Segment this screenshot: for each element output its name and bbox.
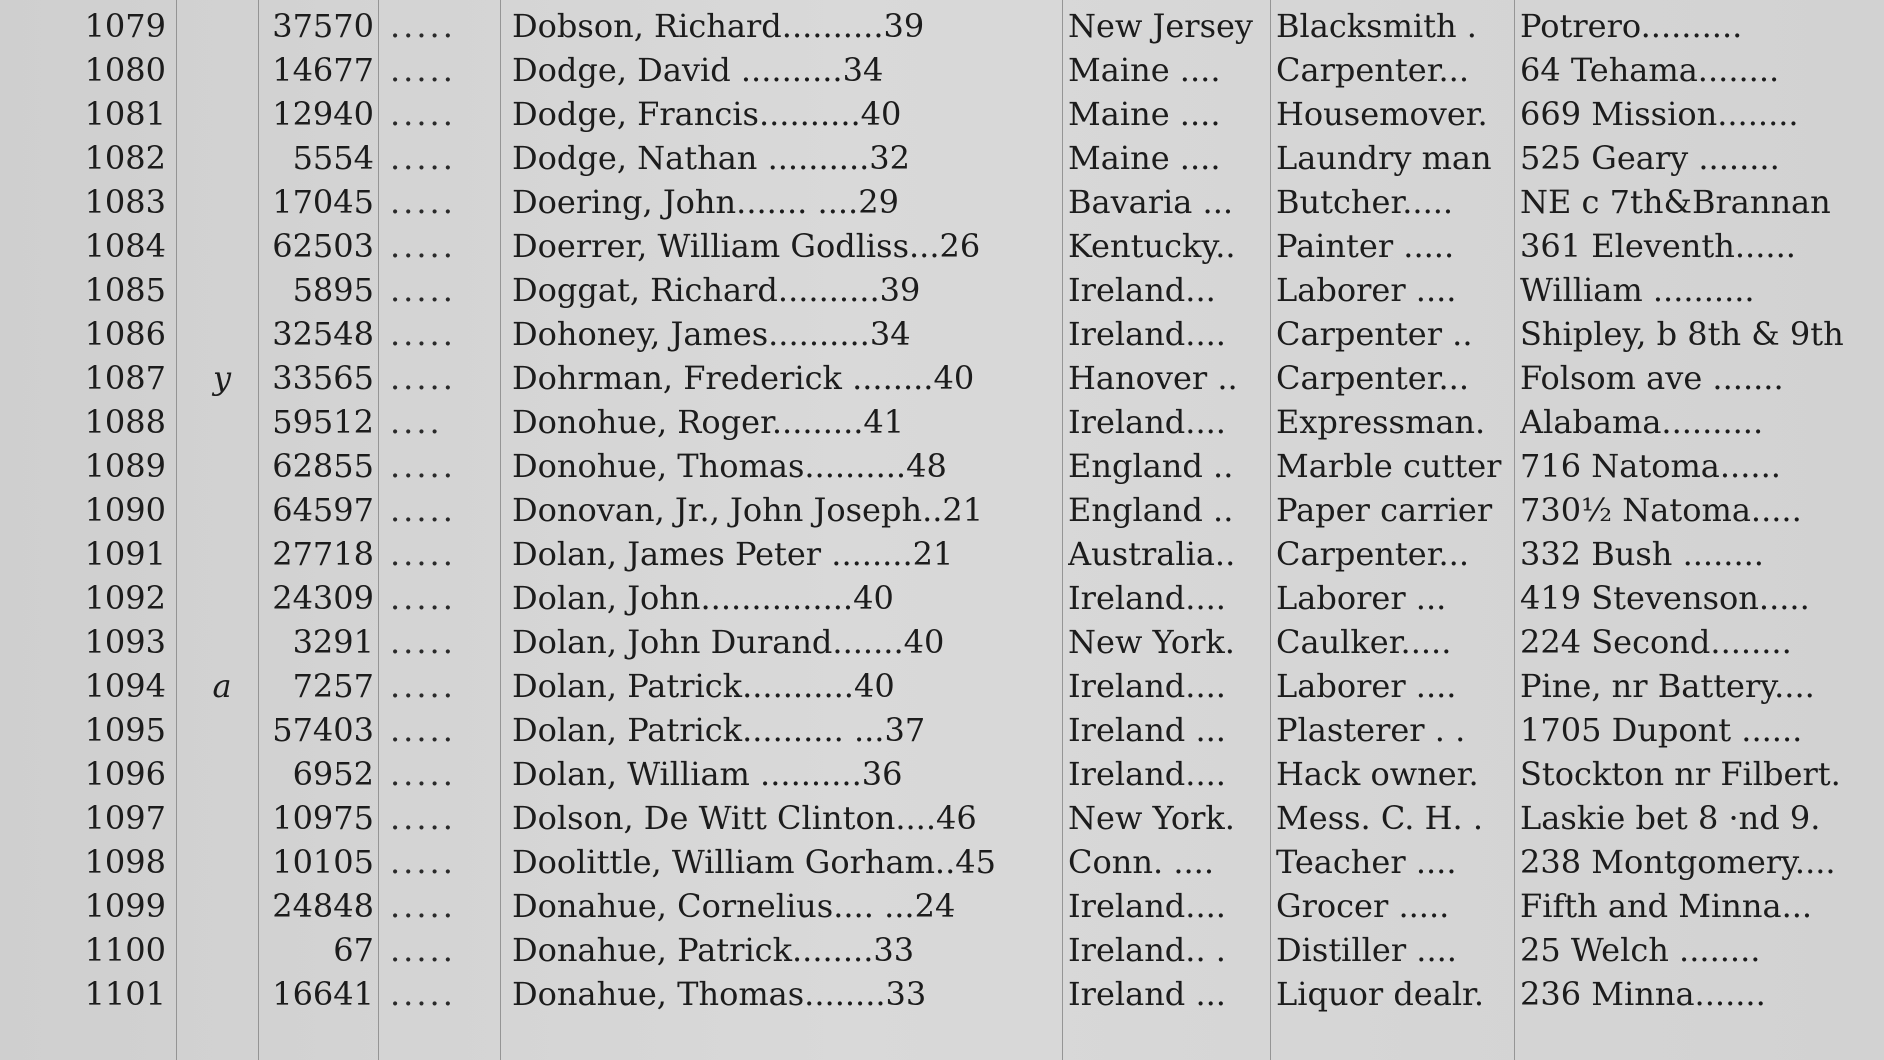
residence: Stockton nr Filbert. <box>1520 755 1841 793</box>
occupation: Grocer ..... <box>1276 887 1450 925</box>
residence: Fifth and Minna... <box>1520 887 1813 925</box>
occupation: Carpenter... <box>1276 359 1469 397</box>
register-number: 27718 <box>272 535 374 573</box>
occupation: Teacher .... <box>1276 843 1457 881</box>
leader-dots: ..... <box>390 535 456 573</box>
nativity: Ireland.. . <box>1068 931 1226 969</box>
register-number: 10975 <box>272 799 374 837</box>
voter-name-age: Dolan, Patrick...........40 <box>512 667 895 705</box>
residence: 525 Geary ........ <box>1520 139 1780 177</box>
leader-dots: ..... <box>390 623 456 661</box>
voter-name-age: Donahue, Thomas........33 <box>512 975 927 1013</box>
nativity: Kentucky.. <box>1068 227 1236 265</box>
nativity: Bavaria ... <box>1068 183 1234 221</box>
residence: William .......... <box>1520 271 1755 309</box>
nativity: Australia.. <box>1068 535 1236 573</box>
voter-name-age: Donovan, Jr., John Joseph..21 <box>512 491 984 529</box>
table-row <box>0 840 1884 884</box>
leader-dots: ..... <box>390 491 456 529</box>
leader-dots: ..... <box>390 843 456 881</box>
register-number: 3291 <box>292 623 374 661</box>
table-row <box>0 576 1884 620</box>
leader-dots: ..... <box>390 975 456 1013</box>
residence: Laskie bet 8 ·nd 9. <box>1520 799 1821 837</box>
entry-number: 1093 <box>84 623 166 661</box>
leader-dots: ..... <box>390 447 456 485</box>
entry-number: 1080 <box>84 51 166 89</box>
entry-number: 1087 <box>84 359 166 397</box>
nativity: England .. <box>1068 447 1234 485</box>
voter-name-age: Donahue, Patrick........33 <box>512 931 915 969</box>
table-row <box>0 664 1884 708</box>
leader-dots: ..... <box>390 315 456 353</box>
entry-number: 1094 <box>84 667 166 705</box>
voter-name-age: Dolan, Patrick.......... ...37 <box>512 711 926 749</box>
occupation: Painter ..... <box>1276 227 1455 265</box>
table-row <box>0 532 1884 576</box>
leader-dots: ..... <box>390 7 456 45</box>
entry-number: 1092 <box>84 579 166 617</box>
residence: Pine, nr Battery.... <box>1520 667 1815 705</box>
nativity: Conn. .... <box>1068 843 1214 881</box>
register-number: 7257 <box>292 667 374 705</box>
nativity: Ireland.... <box>1068 579 1226 617</box>
table-row <box>0 356 1884 400</box>
occupation: Paper carrier <box>1276 491 1493 529</box>
nativity: Ireland.... <box>1068 315 1226 353</box>
occupation: Carpenter .. <box>1276 315 1473 353</box>
table-row <box>0 796 1884 840</box>
register-number: 32548 <box>272 315 374 353</box>
entry-number: 1099 <box>84 887 166 925</box>
voter-name-age: Donohue, Roger.........41 <box>512 403 905 441</box>
occupation: Laborer .... <box>1276 667 1457 705</box>
residence: 236 Minna....... <box>1520 975 1766 1013</box>
nativity: Ireland.... <box>1068 755 1226 793</box>
register-number: 24848 <box>272 887 374 925</box>
leader-dots: ..... <box>390 139 456 177</box>
residence: Potrero.......... <box>1520 7 1743 45</box>
table-row <box>0 972 1884 1016</box>
occupation: Hack owner. <box>1276 755 1479 793</box>
leader-dots: ..... <box>390 227 456 265</box>
voter-name-age: Doolittle, William Gorham..45 <box>512 843 996 881</box>
occupation: Marble cutter <box>1276 447 1502 485</box>
occupation: Housemover. <box>1276 95 1488 133</box>
nativity: New York. <box>1068 799 1235 837</box>
register-number: 59512 <box>272 403 374 441</box>
voter-name-age: Dodge, Francis..........40 <box>512 95 902 133</box>
leader-dots: ..... <box>390 183 456 221</box>
nativity: Ireland ... <box>1068 975 1226 1013</box>
register-number: 16641 <box>272 975 374 1013</box>
entry-number: 1096 <box>84 755 166 793</box>
nativity: Maine .... <box>1068 51 1221 89</box>
voter-name-age: Dolan, James Peter ........21 <box>512 535 954 573</box>
voter-name-age: Donahue, Cornelius.... ...24 <box>512 887 956 925</box>
table-row <box>0 488 1884 532</box>
register-number: 5895 <box>292 271 374 309</box>
residence: NE c 7th&Brannan <box>1520 183 1831 221</box>
nativity: Ireland.... <box>1068 667 1226 705</box>
register-number: 37570 <box>272 7 374 45</box>
entry-number: 1088 <box>84 403 166 441</box>
residence: Shipley, b 8th & 9th <box>1520 315 1844 353</box>
occupation: Laundry man <box>1276 139 1492 177</box>
nativity: New York. <box>1068 623 1235 661</box>
register-number: 14677 <box>272 51 374 89</box>
voter-name-age: Dobson, Richard..........39 <box>512 7 925 45</box>
leader-dots: ..... <box>390 931 456 969</box>
leader-dots: ..... <box>390 887 456 925</box>
leader-dots: .... <box>390 403 443 441</box>
nativity: Hanover .. <box>1068 359 1238 397</box>
table-row <box>0 752 1884 796</box>
entry-number: 1081 <box>84 95 166 133</box>
residence: 1705 Dupont ...... <box>1520 711 1803 749</box>
voter-name-age: Dohoney, James..........34 <box>512 315 911 353</box>
table-row <box>0 312 1884 356</box>
voter-name-age: Donohue, Thomas..........48 <box>512 447 947 485</box>
entry-number: 1095 <box>84 711 166 749</box>
nativity: Ireland.... <box>1068 403 1226 441</box>
entry-number: 1084 <box>84 227 166 265</box>
entry-number: 1090 <box>84 491 166 529</box>
occupation: Carpenter... <box>1276 535 1469 573</box>
nativity: Ireland.... <box>1068 887 1226 925</box>
leader-dots: ..... <box>390 755 456 793</box>
entry-number: 1100 <box>84 931 166 969</box>
voter-name-age: Doerrer, William Godliss...26 <box>512 227 981 265</box>
entry-number: 1098 <box>84 843 166 881</box>
residence: 361 Eleventh...... <box>1520 227 1796 265</box>
register-number: 10105 <box>272 843 374 881</box>
entry-mark: a <box>212 667 232 705</box>
leader-dots: ..... <box>390 95 456 133</box>
table-row <box>0 620 1884 664</box>
leader-dots: ..... <box>390 579 456 617</box>
occupation: Mess. C. H. . <box>1276 799 1483 837</box>
residence: 419 Stevenson..... <box>1520 579 1810 617</box>
register-number: 6952 <box>292 755 374 793</box>
residence: 730½ Natoma..... <box>1520 491 1802 529</box>
entry-mark: y <box>212 359 232 397</box>
entry-number: 1101 <box>84 975 166 1013</box>
table-row <box>0 136 1884 180</box>
entry-number: 1097 <box>84 799 166 837</box>
residence: 716 Natoma...... <box>1520 447 1781 485</box>
leader-dots: ..... <box>390 799 456 837</box>
occupation: Plasterer . . <box>1276 711 1466 749</box>
voter-name-age: Doering, John....... ....29 <box>512 183 899 221</box>
residence: 332 Bush ........ <box>1520 535 1764 573</box>
leader-dots: ..... <box>390 359 456 397</box>
entry-number: 1083 <box>84 183 166 221</box>
voter-name-age: Doggat, Richard..........39 <box>512 271 921 309</box>
table-row <box>0 444 1884 488</box>
entry-number: 1091 <box>84 535 166 573</box>
voter-name-age: Dolson, De Witt Clinton....46 <box>512 799 977 837</box>
residence: Alabama.......... <box>1520 403 1764 441</box>
occupation: Butcher..... <box>1276 183 1454 221</box>
entry-number: 1086 <box>84 315 166 353</box>
occupation: Distiller .... <box>1276 931 1457 969</box>
residence: 238 Montgomery.... <box>1520 843 1836 881</box>
register-number: 33565 <box>272 359 374 397</box>
leader-dots: ..... <box>390 667 456 705</box>
residence: Folsom ave ....... <box>1520 359 1784 397</box>
register-number: 12940 <box>272 95 374 133</box>
table-row <box>0 4 1884 48</box>
nativity: Ireland... <box>1068 271 1216 309</box>
table-row <box>0 180 1884 224</box>
voter-name-age: Dohrman, Frederick ........40 <box>512 359 975 397</box>
nativity: New Jersey <box>1068 7 1253 45</box>
table-row <box>0 884 1884 928</box>
residence: 64 Tehama........ <box>1520 51 1780 89</box>
voter-name-age: Dolan, William ..........36 <box>512 755 903 793</box>
entry-number: 1079 <box>84 7 166 45</box>
nativity: England .. <box>1068 491 1234 529</box>
table-row <box>0 92 1884 136</box>
leader-dots: ..... <box>390 51 456 89</box>
register-number: 62855 <box>272 447 374 485</box>
entry-number: 1085 <box>84 271 166 309</box>
register-number: 24309 <box>272 579 374 617</box>
entry-number: 1089 <box>84 447 166 485</box>
nativity: Ireland ... <box>1068 711 1226 749</box>
table-row <box>0 48 1884 92</box>
register-number: 57403 <box>272 711 374 749</box>
occupation: Caulker..... <box>1276 623 1452 661</box>
occupation: Blacksmith . <box>1276 7 1477 45</box>
table-row <box>0 224 1884 268</box>
register-number: 64597 <box>272 491 374 529</box>
voter-name-age: Dolan, John...............40 <box>512 579 894 617</box>
table-row <box>0 708 1884 752</box>
residence: 25 Welch ........ <box>1520 931 1761 969</box>
occupation: Laborer .... <box>1276 271 1457 309</box>
residence: 224 Second........ <box>1520 623 1792 661</box>
occupation: Liquor dealr. <box>1276 975 1484 1013</box>
leader-dots: ..... <box>390 271 456 309</box>
register-number: 67 <box>333 931 374 969</box>
residence: 669 Mission........ <box>1520 95 1799 133</box>
nativity: Maine .... <box>1068 139 1221 177</box>
voter-name-age: Dolan, John Durand.......40 <box>512 623 945 661</box>
table-row <box>0 928 1884 972</box>
occupation: Expressman. <box>1276 403 1486 441</box>
voter-name-age: Dodge, David ..........34 <box>512 51 884 89</box>
register-number: 62503 <box>272 227 374 265</box>
leader-dots: ..... <box>390 711 456 749</box>
entry-number: 1082 <box>84 139 166 177</box>
occupation: Laborer ... <box>1276 579 1447 617</box>
voter-name-age: Dodge, Nathan ..........32 <box>512 139 911 177</box>
table-row <box>0 268 1884 312</box>
register-number: 5554 <box>292 139 374 177</box>
table-row <box>0 400 1884 444</box>
register-number: 17045 <box>272 183 374 221</box>
nativity: Maine .... <box>1068 95 1221 133</box>
occupation: Carpenter... <box>1276 51 1469 89</box>
